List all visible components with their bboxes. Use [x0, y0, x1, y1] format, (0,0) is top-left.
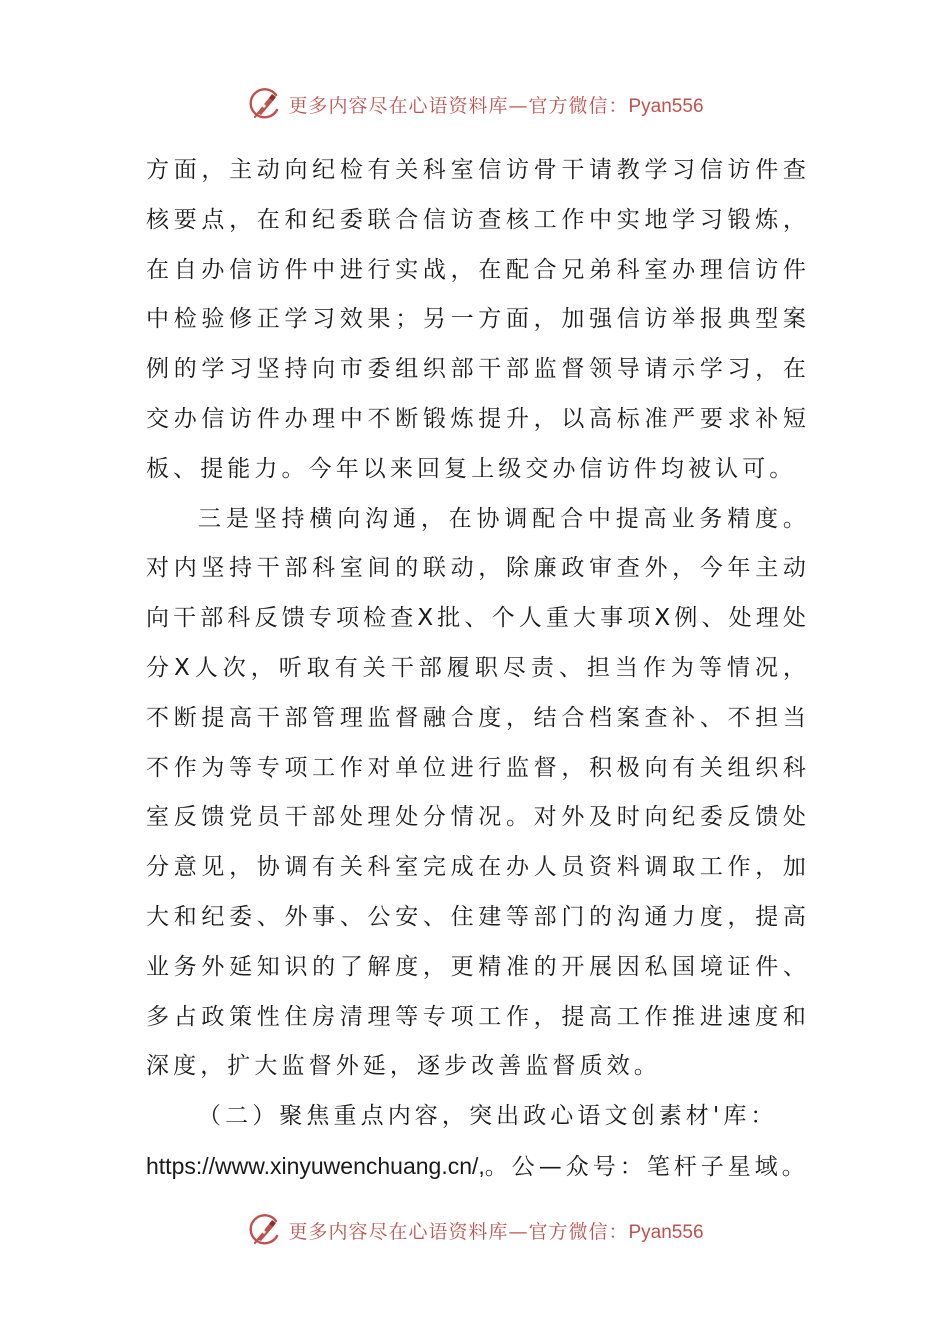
url-text: https://www.xinyuwenchuang.cn/, [146, 1152, 485, 1179]
url-line [146, 1142, 810, 1193]
paragraph: 方面，主动向纪检有关科室信访骨干请教学习信访件查核要点，在和纪委联合信访查核工作中实地学习锻炼，在自办信访件中进行实战，在配合兄弟科室办理信访件中检验修正学习效果；另一方面，加强信访举报典型案例的学习坚持向市委组织部干部监督领导请示学习，在交办信访件办理中不断锻炼提升，以高标准严要求补短板、提能力。今年以来回复上级交办信访件均被认可。 [146, 157, 810, 482]
footer-watermark [0, 1210, 950, 1250]
pen-nib-circle-icon [246, 1212, 282, 1248]
section-heading: （二）聚焦重点内容，突出政心语文创素材'库： [198, 1103, 778, 1130]
url-line-tail: 。公—众号：笔杆子星域。 [484, 1153, 809, 1180]
pen-nib-circle-icon [246, 86, 282, 122]
paragraph: 三是坚持横向沟通，在协调配合中提高业务精度。对内坚持干部科室间的联动，除廉政审查外，今年主动向干部科反馈专项检查X批、个人重大事项X例、处理处分X人次，听取有关干部履职尽责、担当作为等情况，不断提高干部管理监督融合度，结合档案查补、不担当不作为等专项工作对单位进行监督，积极向有关组织科室反馈党员干部处理处分情况。对外及时向纪委反馈处分意见，协调有关科室完成在办人员资料调取工作，加大和纪委、外事、公安、住建等部门的沟通力度，提高业务外延知识的了解度，更精准的开展因私国境证件、多占政策性住房清理等专项工作，提高工作推进速度和深度，扩大监督外延，逐步改善监督质效。 [146, 505, 810, 1080]
document-body [146, 146, 810, 1193]
header-watermark [0, 84, 950, 124]
watermark-text: 更多内容尽在心语资料库—官方微信：Pyan556 [288, 1220, 704, 1243]
watermark-text: 更多内容尽在心语资料库—官方微信：Pyan556 [288, 94, 704, 117]
